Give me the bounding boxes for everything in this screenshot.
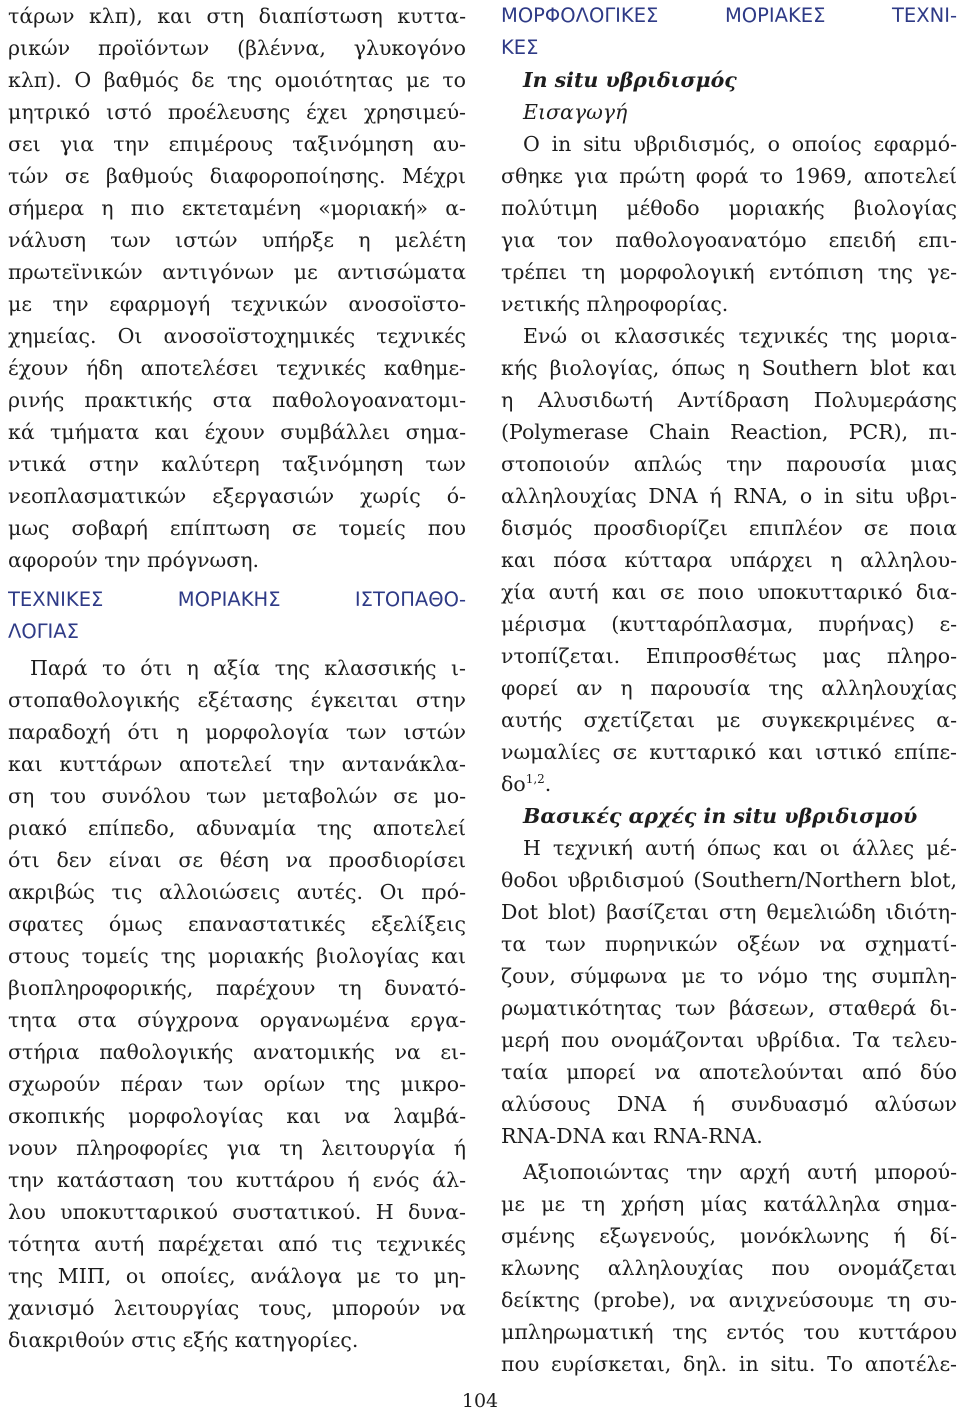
text-line: αλύσους DNA ή συνδυασμό αλύσων xyxy=(501,1092,957,1116)
text-line: Dot blot) βασίζεται στη θεμελιώδη ιδιότη- xyxy=(501,900,957,924)
text-line xyxy=(501,768,957,800)
text-line: της ΜΙΠ, οι οποίες, ανάλογα με το μη- xyxy=(8,1264,466,1288)
text-line: φορεί αν η παρουσία της αλληλουχίας xyxy=(501,676,957,700)
text-line: χανισμό λειτουργίας τους, μπορούν να xyxy=(8,1296,466,1320)
text-line: τητα στα σύγχρονα οργανωμένα εργα- xyxy=(8,1008,466,1032)
text-line: (Polymerase Chain Reaction, PCR), πι- xyxy=(501,420,957,444)
text-line: RNA-DNA και RNA-RNA. xyxy=(501,1124,763,1148)
text-line: τα των πυρηνικών οξέων να σχηματί- xyxy=(501,932,957,956)
left-paragraph-2 xyxy=(8,652,466,1356)
text-line: νωμαλίες σε κυτταρικό και ιστικό επίπε- xyxy=(501,740,957,764)
text-line: που ευρίσκεται, δηλ. in situ. Το αποτέλε- xyxy=(501,1352,957,1376)
subheading-in-situ: In situ υβριδισμός xyxy=(523,68,737,92)
text-line: Η τεχνική αυτή όπως και οι άλλες μέ- xyxy=(523,836,957,860)
text-line: δισμός προσδιορίζει επιπλέον σε ποια xyxy=(501,516,957,540)
text-line: αλληλουχίας DNA ή RNA, ο in situ υβρι- xyxy=(501,484,957,508)
text-line: μπληρωματική της εντός του κυττάρου xyxy=(501,1320,957,1344)
citation-superscript: 1,2 xyxy=(525,772,545,787)
text-line: νουν πληροφορίες για τη λειτουργία ή xyxy=(8,1136,466,1160)
text-line: ριακό επίπεδο, αδυναμία της αποτελεί xyxy=(8,816,466,840)
right-paragraph-1 xyxy=(501,128,957,320)
heading-line: ΚΕΣ xyxy=(501,36,539,59)
text-fragment: δο xyxy=(501,772,526,796)
text-line: θοδοι υβριδισμού (Southern/Northern blot, xyxy=(501,868,957,892)
text-line: ντοπίζεται. Επιπροσθέτως μας πληρο- xyxy=(501,644,957,668)
section-heading-techniques xyxy=(8,584,466,648)
text-line: στοποιούν απλώς την παρουσία μιας xyxy=(501,452,957,476)
text-line: ακριβώς τις αλλοιώσεις αυτές. Οι πρό- xyxy=(8,880,466,904)
text-line: αφορούν την πρόγνωση. xyxy=(8,548,260,572)
text-line: ότι δεν είναι σε θέση να προσδιορίσει xyxy=(8,848,466,872)
section-heading-morphological xyxy=(501,0,957,64)
text-line: τάρων κλπ), και στη διαπίστωση κυττα- xyxy=(8,4,466,28)
text-line: νετικής πληροφορίας. xyxy=(501,292,729,316)
subheading-introduction: Εισαγωγή xyxy=(523,100,628,124)
text-line: βιοπληροφορικής, παρέχουν τη δυνατό- xyxy=(8,976,466,1000)
text-line: σμένης εξωγενούς, μονόκλωνης ή δί- xyxy=(501,1224,957,1248)
text-line: λου υποκυτταρικού συστατικού. Η δυνα- xyxy=(8,1200,466,1224)
text-line: χία αυτή και σε ποιο υποκυτταρικό δια- xyxy=(501,580,957,604)
text-line: Αξιοποιώντας την αρχή αυτή μπορού- xyxy=(523,1160,957,1184)
text-line: και κυττάρων αποτελεί την αντανάκλα- xyxy=(8,752,466,776)
text-line: αυτής σχετίζεται με συγκεκριμένες α- xyxy=(501,708,957,732)
text-line: χημείας. Οι ανοσοϊστοχημικές τεχνικές xyxy=(8,324,466,348)
text-line: Ενώ οι κλασσικές τεχνικές της μορια- xyxy=(523,324,957,348)
text-line: παραδοχή ότι η μορφολογία των ιστών xyxy=(8,720,466,744)
text-line: νεοπλασματικών εξεργασιών χωρίς ό- xyxy=(8,484,466,508)
text-line: τρέπει τη μορφολογική εντόπιση της γε- xyxy=(501,260,957,284)
text-line: Παρά το ότι η αξία της κλασσικής ι- xyxy=(30,656,466,680)
heading-line: ΛΟΓΙΑΣ xyxy=(8,620,79,643)
text-line: η Αλυσιδωτή Αντίδραση Πολυμεράσης xyxy=(501,388,957,412)
text-line: με την εφαρμογή τεχνικών ανοσοϊστο- xyxy=(8,292,466,316)
text-line: τότητα αυτή παρέχεται από τις τεχνικές xyxy=(8,1232,466,1256)
text-line: κής βιολογίας, όπως η Southern blot και xyxy=(501,356,957,380)
text-line: κλπ). Ο βαθμός δε της ομοιότητας με το xyxy=(8,68,466,92)
text-line: μέρισμα (κυτταρόπλασμα, πυρήνας) ε- xyxy=(501,612,957,636)
text-line: τών σε βαθμούς διαφοροποίησης. Μέχρι xyxy=(8,164,466,188)
heading-line: ΜΟΡΦΟΛΟΓΙΚΕΣ ΜΟΡΙΑΚΕΣ ΤΕΧΝΙ- xyxy=(501,4,957,27)
text-line: σκοπικής μορφολογίας και να λαμβά- xyxy=(8,1104,466,1128)
text-line: δείκτης (probe), να ανιχνεύσουμε τη συ- xyxy=(501,1288,957,1312)
text-line: ταία μπορεί να αποτελούνται από δύο xyxy=(501,1060,957,1084)
heading-line: ΤΕΧΝΙΚΕΣ ΜΟΡΙΑΚΗΣ ΙΣΤΟΠΑΘΟ- xyxy=(8,588,466,611)
right-paragraph-4 xyxy=(501,1156,957,1380)
right-paragraph-3 xyxy=(501,832,957,1152)
text-line: σήμερα η πιο εκτεταμένη «μοριακή» α- xyxy=(8,196,466,220)
text-line: κλωνης αλληλουχίας που ονομάζεται xyxy=(501,1256,957,1280)
text-line: μως σοβαρή επίπτωση σε τομείς που xyxy=(8,516,466,540)
text-line: ντικά στην καλύτερη ταξινόμηση των xyxy=(8,452,466,476)
text-line: ρινής πρακτικής στα παθολογοανατομι- xyxy=(8,388,466,412)
text-line: πρωτεϊνικών αντιγόνων με αντισώματα xyxy=(8,260,466,284)
text-line: ζουν, σύμφωνα με το νόμο της συμπλη- xyxy=(501,964,957,988)
text-line: έχουν ήδη αποτελέσει τεχνικές καθημε- xyxy=(8,356,466,380)
right-paragraph-2 xyxy=(501,320,957,800)
text-line: κά τμήματα και έχουν συμβάλλει σημα- xyxy=(8,420,466,444)
left-column xyxy=(8,0,466,1356)
text-line: ρικών προϊόντων (βλέννα, γλυκογόνο xyxy=(8,36,466,60)
text-fragment: . xyxy=(544,772,552,796)
right-column xyxy=(501,0,957,1380)
text-line: πολύτιμη μέθοδο μοριακής βιολογίας xyxy=(501,196,957,220)
text-line: στήρια παθολογικής ανατομικής να ει- xyxy=(8,1040,466,1064)
text-line: σφατες όμως επαναστατικές εξελίξεις xyxy=(8,912,466,936)
text-line: διακριθούν στις εξής κατηγορίες. xyxy=(8,1328,359,1352)
subheading-basic-principles: Βασικές αρχές in situ υβριδισμού xyxy=(523,804,918,828)
text-line: για τον παθολογοανατόμο επειδή επι- xyxy=(501,228,957,252)
page-number: 104 xyxy=(461,1390,499,1412)
text-line: Ο in situ υβριδισμός, ο οποίος εφαρμό- xyxy=(523,132,957,156)
text-line: με με τη χρήση μίας κατάλληλα σημα- xyxy=(501,1192,957,1216)
text-line: σει για την επιμέρους ταξινόμηση αυ- xyxy=(8,132,466,156)
text-line: σχωρούν πέραν των ορίων της μικρο- xyxy=(8,1072,466,1096)
text-line: ρωματικότητας των βάσεων, σταθερά δι- xyxy=(501,996,957,1020)
text-line: ση του συνόλου των μεταβολών σε μο- xyxy=(8,784,466,808)
text-line: σθηκε για πρώτη φορά το 1969, αποτελεί xyxy=(501,164,957,188)
text-line: μητρικό ιστό προέλευσης έχει χρησιμεύ- xyxy=(8,100,466,124)
left-paragraph-1 xyxy=(8,0,466,576)
text-line: στοπαθολογικής εξέτασης έγκειται στην xyxy=(8,688,466,712)
text-line: την κατάσταση του κυττάρου ή ενός άλ- xyxy=(8,1168,466,1192)
text-line: και πόσα κύτταρα υπάρχει η αλληλου- xyxy=(501,548,957,572)
text-line: στους τομείς της μοριακής βιολογίας και xyxy=(8,944,466,968)
text-line: νάλυση των ιστών υπήρξε η μελέτη xyxy=(8,228,466,252)
text-line: μερή που ονομάζονται υβρίδια. Τα τελευ- xyxy=(501,1028,957,1052)
